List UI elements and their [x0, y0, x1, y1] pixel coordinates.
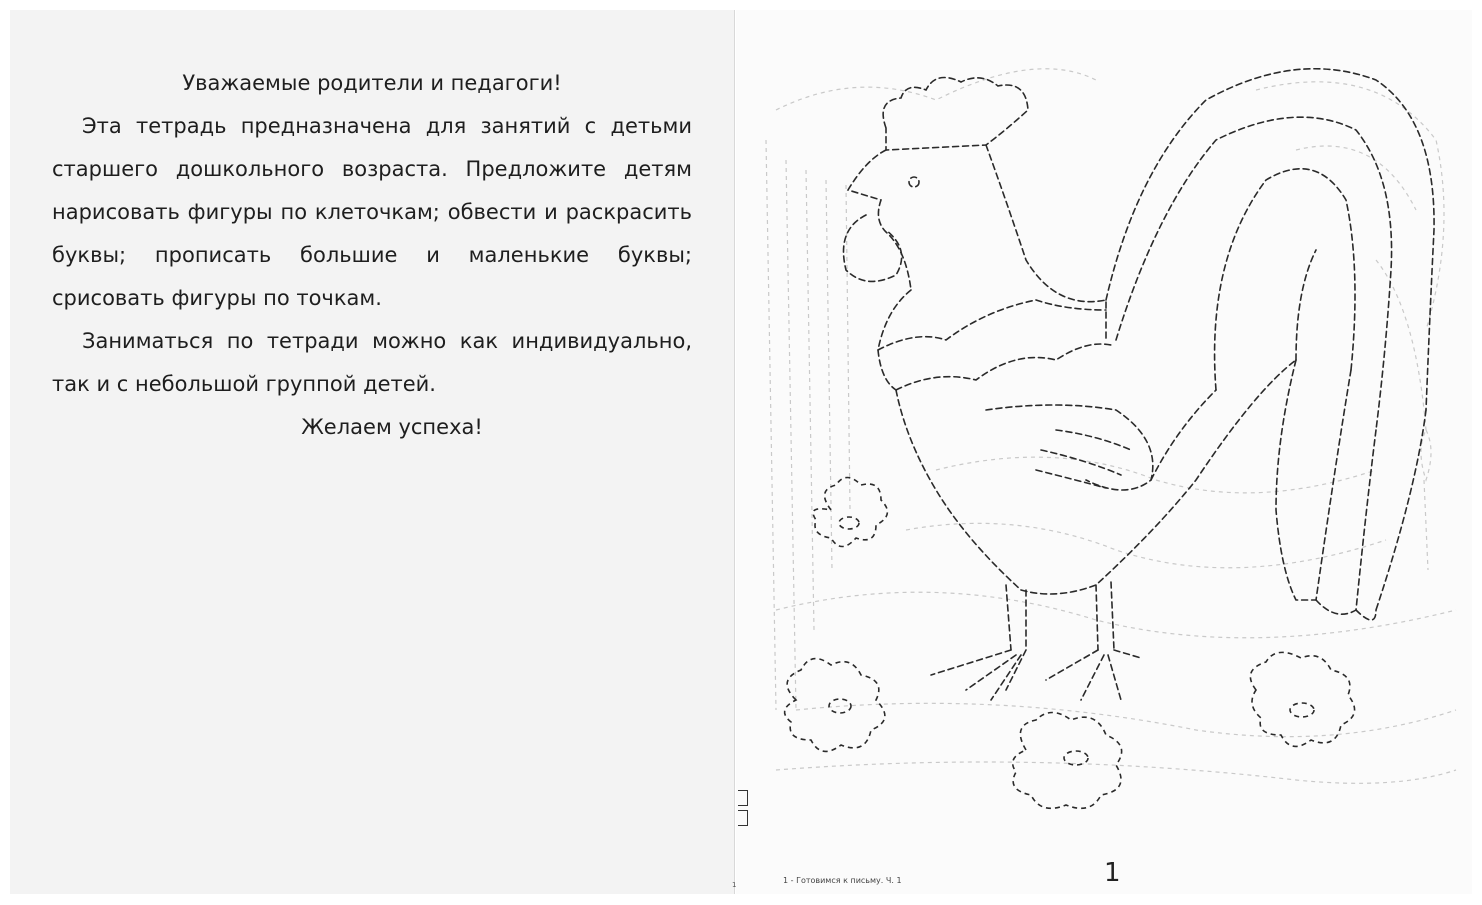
- footer-text: 1 - Готовимся к письму. Ч. 1: [783, 876, 902, 885]
- flower-top-left: [813, 478, 887, 547]
- paragraph-purpose: Эта тетрадь предназначена для занятий с детьми старшего дошкольного возраста. Предложите детям нарисовать фигуры по клеточкам; обвести и раскрасить буквы; прописать большие и маленькие буквы; срисовать фигуры по точкам.: [52, 114, 692, 310]
- rooster-tracing-illustration: [736, 10, 1472, 894]
- faint-background-lines: [766, 69, 1456, 784]
- page-number: 1: [1104, 858, 1121, 888]
- registration-mark: [738, 790, 748, 806]
- rooster-outline: [844, 69, 1435, 700]
- left-page: [10, 10, 735, 894]
- paragraph-usage: Заниматься по тетради можно как индивидуально, так и с небольшой группой детей.: [52, 329, 692, 396]
- intro-text: [52, 62, 692, 449]
- registration-marks: [738, 790, 748, 830]
- page-heading: Уважаемые родители и педагоги!: [182, 71, 562, 95]
- left-footer-mark: 1: [732, 881, 737, 889]
- flower-bottom-center: [1013, 713, 1122, 809]
- registration-mark: [738, 810, 748, 826]
- flower-bottom-right: [1250, 652, 1354, 746]
- closing-wish: Желаем успеха!: [301, 415, 483, 439]
